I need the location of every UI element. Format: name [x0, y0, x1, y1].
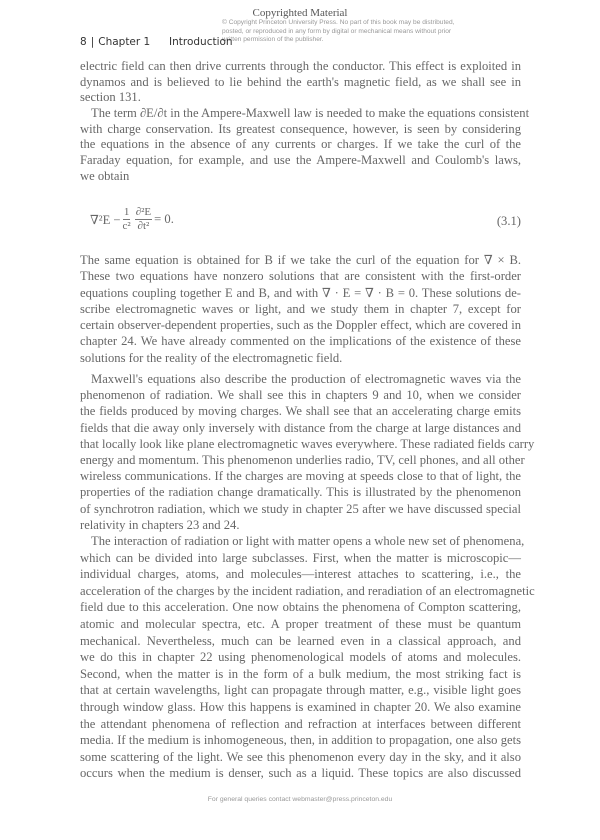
equation-lhs: ∇²E −	[90, 212, 121, 227]
equation-number: (3.1)	[496, 214, 521, 228]
text-line: dynamos and is believed to lie behind the earth's magnetic field, as we shall see in	[80, 74, 521, 89]
text-line: These two equations have nonzero solutions that are consistent with the first-order	[80, 269, 521, 284]
text-line: The interaction of radiation or light with matter opens a whole new set of phenomena,	[91, 534, 525, 548]
copyright-notice: © Copyright Princeton University Press. No part of this book may be distributed, posted, or reproduced in any form by digital or mechanical means without prior written permission of the publisher.	[222, 19, 455, 44]
fraction	[123, 206, 131, 233]
text-line: that locally look like plane electromagnetic waves everywhere. These radiated fields carry	[80, 436, 535, 451]
text-line: through window glass. How this happens is examined in chapter 20. We also examine	[80, 699, 521, 714]
chapter-label: Chapter 1	[98, 36, 151, 48]
text-line: with charge conservation. Its greatest consequence, however, is seen by considering	[80, 121, 521, 136]
separator: |	[90, 36, 95, 48]
text-line: phenomenon of radiation. We shall see this in chapters 9 and 10, when we consider	[80, 388, 521, 403]
text-line: of synchrotron radiation, which we study in chapter 25 after we have discussed special	[80, 501, 521, 516]
paragraph	[80, 252, 521, 366]
text-line: certain observer-dependent properties, such as the Doppler effect, which are covered in	[80, 318, 521, 333]
text-line: which can be divided into large subclasses. First, when the matter is microscopic—	[80, 550, 521, 565]
running-head	[80, 36, 233, 48]
text-line: the fields produced by moving charges. We shall see that an accelerating charge emits	[80, 404, 521, 419]
text-line: individual charges, atoms, and molecules—interest attaches to scattering, i.e., the	[80, 567, 521, 582]
page-number: 8	[80, 36, 87, 48]
text-line: The term ∂E/∂t in the Ampere-Maxwell law is needed to make the equations consistent	[91, 106, 530, 120]
text-line: relativity in chapters 23 and 24.	[80, 517, 240, 532]
text-line: acceleration of the charges by the incident radiation, and reradiation of an electromagnetic	[80, 583, 535, 598]
footer-contact: For general queries contact webmaster@press.princeton.edu	[207, 796, 393, 803]
text-line: Second, when the matter is in the form of a bulk medium, the most striking fact is	[80, 666, 521, 681]
text-line: the equations in the absence of any currents or charges. If we take the curl of the	[80, 137, 521, 152]
copyright-watermark-title: Copyrighted Material	[252, 7, 348, 19]
text-line: chapter 24. We have already commented on the implications of the existence of these	[80, 334, 521, 349]
text-line: Maxwell's equations also describe the production of electromagnetic waves via the	[91, 372, 521, 386]
text-line: solutions for the reality of the electromagnetic field.	[80, 350, 343, 365]
text-line: field due to this acceleration. One now obtains the phenomena of Compton scattering,	[80, 600, 521, 615]
text-line: we obtain	[80, 168, 130, 183]
paragraph	[80, 371, 535, 533]
section-title: Introduction	[169, 36, 233, 48]
text-line: fields that die away only inversely with distance from the charge at large distances and	[80, 420, 521, 435]
text-line: Faraday equation, for example, and use the Ampere-Maxwell and Coulomb's laws,	[80, 153, 521, 168]
text-line: energy and momentum. This phenomenon underlies radio, TV, cell phones, and all other	[80, 453, 525, 468]
text-line: section 131.	[80, 90, 141, 105]
text-line: that at certain wavelengths, light can propagate through matter, e.g., visible light goes	[80, 683, 521, 698]
fraction	[135, 206, 152, 233]
paragraph	[80, 106, 530, 185]
text-line: properties of the radiation change dramatically. This is illustrated by the phenomenon	[80, 485, 521, 500]
text-line: media. If the medium is inhomogeneous, then, in addition to propagation, one also gets	[80, 733, 521, 748]
text-line: The same equation is obtained for B if we take the curl of the equation for ∇ × B.	[80, 253, 521, 267]
text-line: scribe electromagnetic waves or light, and we study them in chapter 7, except for	[80, 301, 521, 316]
text-line: we do this in chapter 22 using phenomenological models of atoms and molecules.	[80, 650, 521, 665]
fraction-numerator: 1	[123, 206, 130, 218]
text-line: the attendant phenomena of reflection and refraction at interfaces between different	[80, 716, 521, 731]
text-line: wireless communications. If the charges are moving at speeds close to that of light, the	[80, 469, 521, 484]
fraction-denominator: ∂t²	[137, 220, 150, 232]
wave-equation	[90, 206, 174, 233]
text-line: equations coupling together E and B, and with ∇ · E = ∇ · B = 0. These solutions de-	[80, 285, 521, 300]
fraction-numerator: ∂²E	[135, 206, 152, 218]
text-line: some scattering of the light. We see this phenomenon every day in the sky, and it also	[80, 749, 521, 764]
paragraph	[80, 59, 521, 106]
text-line: electric field can then drive currents through the conductor. This effect is exploited in	[80, 59, 521, 73]
paragraph	[80, 533, 535, 782]
equation-rhs: = 0.	[154, 212, 174, 226]
fraction-denominator: c²	[122, 220, 131, 232]
text-line: occurs when the medium is denser, such as a liquid. These topics are also discussed	[80, 766, 521, 781]
text-line: mechanical. Nevertheless, much can be learned even in a classical approach, and	[80, 633, 521, 648]
text-line: atomic and molecular spectra, etc. A proper treatment of these must be quantum	[80, 616, 521, 631]
